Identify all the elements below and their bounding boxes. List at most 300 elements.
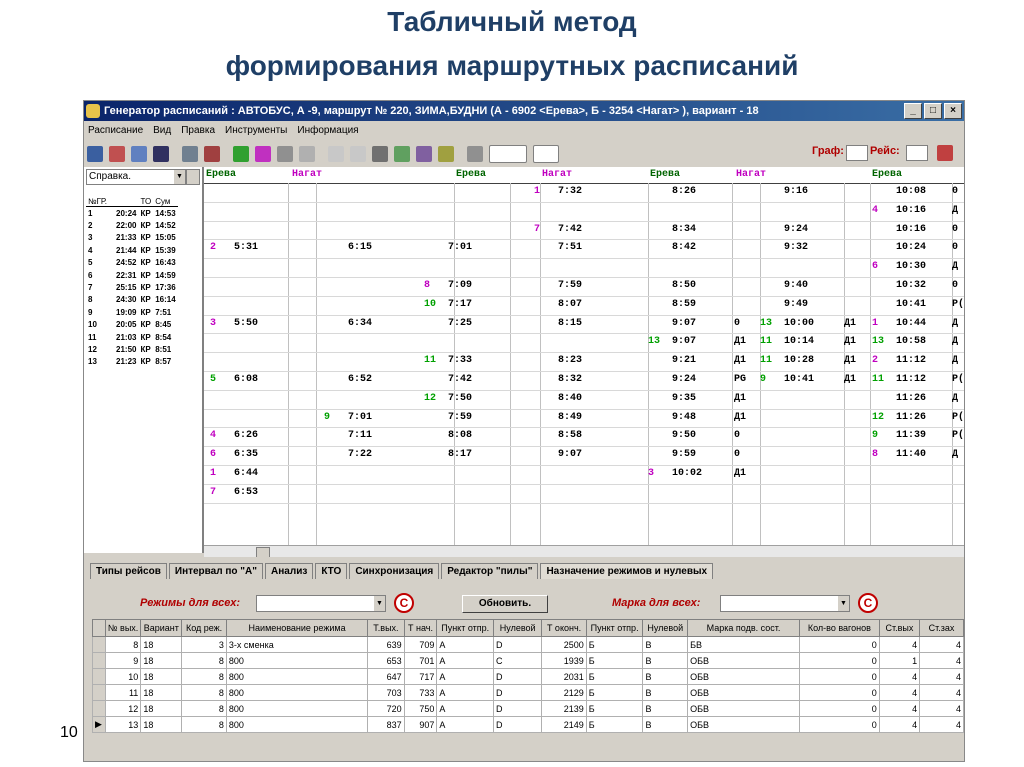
save-icon[interactable] (153, 146, 169, 162)
departure-time: 10:41 (784, 374, 815, 385)
schedule-cell[interactable] (648, 277, 696, 295)
schedule-cell[interactable]: 0 (952, 280, 959, 291)
grid-cell[interactable]: В (643, 717, 688, 733)
grid-header[interactable]: Т нач. (404, 620, 437, 637)
schedule-cell[interactable] (210, 371, 258, 389)
schedule-cell[interactable]: Д (952, 317, 959, 329)
schedule-cell[interactable] (210, 446, 258, 464)
grid-cell[interactable]: 0 (799, 669, 879, 685)
grid-cell[interactable]: 4 (920, 717, 964, 733)
grid-cell[interactable]: 750 (404, 701, 437, 717)
summary-row[interactable] (86, 207, 178, 220)
summary-cell: 21:50 (116, 344, 137, 354)
row-indicator[interactable]: ▶ (93, 717, 106, 733)
grid-cell[interactable]: 4 (920, 701, 964, 717)
menu-item-raspisanie[interactable]: Расписание (88, 125, 144, 136)
grid-cell[interactable]: 701 (404, 653, 437, 669)
schedule-cell[interactable] (760, 371, 814, 389)
grid-header[interactable]: Пункт отпр. (437, 620, 494, 637)
grid-cell[interactable]: D (494, 701, 542, 717)
schedule-cell[interactable] (534, 239, 582, 257)
schedule-cell[interactable] (872, 296, 926, 314)
grid-cell[interactable]: 703 (368, 685, 404, 701)
schedule-cell[interactable]: Д1 (734, 336, 747, 348)
grid-header[interactable]: Нулевой (494, 620, 542, 637)
schedule-cell[interactable] (760, 333, 814, 351)
grid-cell[interactable]: 8 (182, 685, 227, 701)
schedule-cell[interactable] (210, 465, 258, 483)
grid-cell[interactable]: А (437, 717, 494, 733)
grid-cell[interactable]: А (437, 685, 494, 701)
table-row[interactable] (93, 653, 964, 669)
schedule-cell[interactable]: Р( (952, 374, 964, 385)
schedule-cell[interactable] (872, 390, 926, 408)
table-row[interactable] (93, 669, 964, 685)
grid-cell[interactable]: 0 (799, 685, 879, 701)
grid-cell[interactable]: D (494, 637, 542, 653)
schedule-cell[interactable] (872, 277, 926, 295)
summary-row[interactable] (86, 343, 178, 355)
schedule-cell[interactable] (648, 296, 696, 314)
schedule-cell[interactable]: Д1 (844, 355, 857, 367)
schedule-cell[interactable]: Р( (952, 298, 964, 310)
schedule-cell[interactable] (872, 352, 926, 370)
grid-cell[interactable]: ОБВ (688, 685, 800, 701)
clipboard-icon[interactable] (350, 146, 366, 162)
grid-cell[interactable]: 4 (879, 701, 919, 717)
grid-header[interactable]: Пункт отпр. (586, 620, 643, 637)
schedule-cell[interactable] (872, 221, 926, 239)
schedule-cell[interactable] (648, 352, 696, 370)
apply-modes-icon[interactable]: C (394, 593, 414, 613)
grid-cell[interactable]: ОБВ (688, 653, 800, 669)
grid-cell[interactable]: 0 (799, 637, 879, 653)
trip-number: 10 (424, 298, 437, 310)
schedule-cell[interactable]: Д1 (734, 468, 747, 479)
grid-header[interactable]: Ст.зах (920, 620, 964, 637)
grid-cell[interactable]: В (643, 653, 688, 669)
stop-header[interactable]: Ерева (648, 167, 734, 184)
tab-1[interactable]: Интервал по "А" (169, 563, 263, 579)
close-button[interactable]: × (944, 103, 962, 119)
schedule-cell[interactable] (534, 446, 582, 464)
copy-icon[interactable] (299, 146, 315, 162)
grid-cell[interactable]: 18 (141, 685, 182, 701)
grid-cell[interactable]: 647 (368, 669, 404, 685)
schedule-cell[interactable] (648, 371, 696, 389)
grid-cell[interactable]: 800 (226, 701, 367, 717)
grid-cell[interactable]: С (494, 653, 542, 669)
grid-cell[interactable]: 653 (368, 653, 404, 669)
schedule-cell[interactable] (872, 427, 926, 445)
schedule-cell[interactable]: Д (952, 449, 959, 461)
schedule-cell[interactable] (324, 371, 372, 389)
departure-time: 9:16 (784, 186, 809, 197)
schedule-cell[interactable] (872, 446, 926, 464)
grid-cell[interactable]: 13 (105, 717, 140, 733)
go-icon[interactable] (937, 145, 953, 161)
grid-header[interactable]: № вых. (105, 620, 140, 637)
schedule-cell[interactable]: Р( (952, 411, 964, 423)
grid-cell[interactable]: В (643, 669, 688, 685)
schedule-cell[interactable] (424, 239, 472, 257)
summary-row[interactable] (86, 331, 178, 343)
field-2[interactable] (533, 145, 559, 163)
calendar-icon[interactable] (87, 146, 103, 162)
schedule-cell[interactable] (324, 315, 372, 333)
cut-icon[interactable] (372, 146, 388, 162)
grid-cell[interactable]: А (437, 701, 494, 717)
schedule-cell[interactable] (760, 352, 814, 370)
grid-cell[interactable]: 3 (182, 637, 227, 653)
summary-row[interactable] (86, 281, 178, 293)
schedule-cell[interactable]: PG (734, 374, 747, 385)
schedule-cell[interactable]: Д (952, 355, 959, 367)
summary-row[interactable] (86, 257, 178, 269)
departure-time: 7:59 (558, 280, 583, 291)
stop-header[interactable]: Ерева (204, 167, 290, 184)
schedule-cell[interactable] (760, 296, 808, 314)
schedule-cell[interactable] (648, 465, 702, 483)
schedule-cell[interactable] (534, 315, 582, 333)
print-icon[interactable] (182, 146, 198, 162)
chevron-down-icon[interactable]: ▼ (174, 170, 185, 184)
schedule-cell[interactable] (324, 427, 372, 445)
grid-cell[interactable]: В (643, 701, 688, 717)
summary-cell: КР (140, 245, 151, 255)
schedule-cell[interactable]: Д1 (844, 336, 857, 348)
grid-cell[interactable]: 800 (226, 669, 367, 685)
table-row[interactable] (93, 637, 964, 653)
arrow-right-icon[interactable] (467, 146, 483, 162)
table-icon[interactable] (109, 146, 125, 162)
departure-time: 10:41 (896, 298, 927, 310)
grid-cell[interactable]: Б (586, 701, 643, 717)
menu-item-instrumenty[interactable]: Инструменты (225, 125, 288, 136)
schedule-cell[interactable]: 0 (952, 186, 959, 197)
row-indicator[interactable] (93, 685, 106, 701)
schedule-cell[interactable] (872, 239, 926, 257)
schedule-cell[interactable]: Д1 (734, 411, 747, 423)
grid-cell[interactable]: 3-х сменка (226, 637, 367, 653)
schedule-cell[interactable] (534, 296, 582, 314)
schedule-cell[interactable]: 0 (734, 317, 741, 329)
schedule-cell[interactable] (534, 371, 582, 389)
grid-header[interactable]: Кол-во вагонов (799, 620, 879, 637)
grid-cell[interactable]: 11 (105, 685, 140, 701)
schedule-cell[interactable]: Д (952, 204, 959, 216)
menu-item-vid[interactable]: Вид (153, 125, 172, 136)
filter-icon[interactable] (394, 146, 410, 162)
grid-header[interactable]: Нулевой (643, 620, 688, 637)
departure-time: 10:00 (784, 317, 815, 329)
grid-cell[interactable]: 0 (799, 717, 879, 733)
schedule-cell[interactable] (424, 446, 472, 464)
grid-green-icon[interactable] (233, 146, 249, 162)
schedule-cell[interactable] (534, 183, 582, 201)
schedule-cell[interactable] (872, 258, 926, 276)
schedule-cell[interactable] (424, 427, 472, 445)
reference-combo[interactable] (86, 169, 186, 185)
schedule-cell[interactable] (534, 409, 582, 427)
schedule-cell[interactable] (760, 239, 808, 257)
menu-item-pravka[interactable]: Правка (181, 125, 216, 136)
sort-icon[interactable] (204, 146, 220, 162)
grid-cell[interactable]: 8 (182, 669, 227, 685)
row-indicator[interactable] (93, 701, 106, 717)
schedule-cell[interactable] (872, 409, 926, 427)
schedule-cell[interactable]: Д1 (734, 355, 747, 367)
grid-cell[interactable]: 8 (182, 653, 227, 669)
tab-5[interactable]: Редактор "пилы" (441, 563, 538, 579)
schedule-cell[interactable] (648, 239, 696, 257)
schedule-cell[interactable]: 0 (952, 223, 959, 235)
grid-cell[interactable]: Б (586, 685, 643, 701)
grid-header[interactable]: Ст.вых (879, 620, 919, 637)
tab-6[interactable]: Назначение режимов и нулевых (540, 563, 713, 579)
schedule-cell[interactable] (210, 315, 258, 333)
schedule-cell[interactable] (210, 239, 258, 257)
grid-cell[interactable]: 4 (920, 637, 964, 653)
grid-cell[interactable]: 733 (404, 685, 437, 701)
schedule-cell[interactable] (872, 333, 926, 351)
grid-cell[interactable]: 800 (226, 717, 367, 733)
grid-cell[interactable]: 2149 (542, 717, 587, 733)
departure-time: 6:34 (348, 317, 373, 329)
chevron-down-icon[interactable]: ▼ (374, 596, 385, 611)
schedule-cell[interactable] (872, 315, 926, 333)
schedule-cell[interactable]: Д1 (734, 392, 747, 404)
grid-header[interactable]: Т.вых. (368, 620, 404, 637)
grid-cell[interactable]: D (494, 717, 542, 733)
schedule-cell[interactable] (760, 277, 808, 295)
grid-header[interactable]: Наименование режима (226, 620, 367, 637)
schedule-cell[interactable] (424, 409, 472, 427)
grid-cell[interactable]: 2129 (542, 685, 587, 701)
schedule-cell[interactable] (760, 221, 808, 239)
grid-cell[interactable]: 8 (182, 701, 227, 717)
field-1[interactable] (489, 145, 527, 163)
grid-cell[interactable]: 0 (799, 653, 879, 669)
menu-item-informaciya[interactable]: Информация (297, 125, 359, 136)
grid-cell[interactable]: 4 (879, 637, 919, 653)
schedule-cell[interactable] (648, 333, 696, 351)
summary-row[interactable] (86, 294, 178, 306)
stop-header[interactable]: Нагат (734, 167, 870, 184)
schedule-cell[interactable] (424, 277, 472, 295)
schedule-cell[interactable]: Д1 (844, 374, 857, 385)
schedule-cell[interactable] (648, 315, 696, 333)
summary-row[interactable] (86, 356, 178, 368)
grid-cell[interactable]: А (437, 637, 494, 653)
schedule-cell[interactable] (210, 484, 258, 502)
schedule-cell[interactable] (648, 183, 696, 201)
update-button[interactable]: Обновить. (462, 595, 548, 613)
schedule-cell[interactable]: Д (952, 392, 959, 404)
export-icon[interactable] (438, 146, 454, 162)
schedule-cell[interactable] (424, 390, 472, 408)
grid-header[interactable]: Марка подв. сост. (688, 620, 800, 637)
grid-pink-icon[interactable] (255, 146, 271, 162)
schedule-cell[interactable] (324, 239, 372, 257)
trip-number: 11 (760, 355, 773, 367)
summary-cell: 21:44 (116, 245, 137, 255)
schedule-cell[interactable] (872, 183, 926, 201)
table-row[interactable] (93, 701, 964, 717)
schedule-cell[interactable] (872, 202, 926, 220)
grid-cell[interactable]: 18 (141, 669, 182, 685)
schedule-cell[interactable] (648, 427, 696, 445)
grid-cell[interactable]: Б (586, 669, 643, 685)
graf-input[interactable] (846, 145, 868, 161)
schedule-cell[interactable]: Д (952, 336, 959, 348)
schedule-cell[interactable] (648, 446, 696, 464)
grid-cell[interactable]: Б (586, 717, 643, 733)
tab-0[interactable]: Типы рейсов (90, 563, 167, 579)
trip-number: 1 (872, 317, 879, 329)
table-row[interactable] (93, 717, 964, 733)
tree-icon[interactable] (277, 146, 293, 162)
grid-cell[interactable]: 9 (105, 653, 140, 669)
grid-cell[interactable]: 4 (920, 653, 964, 669)
schedule-cell[interactable] (534, 277, 582, 295)
grid-cell[interactable]: 18 (141, 653, 182, 669)
table-row[interactable] (93, 685, 964, 701)
grid-cell[interactable]: 4 (879, 669, 919, 685)
paste-icon[interactable] (328, 146, 344, 162)
chevron-down-icon[interactable]: ▼ (838, 596, 849, 611)
grid-cell[interactable]: 1939 (542, 653, 587, 669)
grid-cell[interactable]: 1 (879, 653, 919, 669)
grid-cell[interactable]: ОБВ (688, 701, 800, 717)
schedule-cell[interactable] (760, 183, 808, 201)
brand-select[interactable] (720, 595, 850, 612)
grid-header[interactable]: Код реж. (182, 620, 227, 637)
grid-cell[interactable]: 0 (799, 701, 879, 717)
schedule-cell[interactable]: Р( (952, 430, 964, 442)
grid-cell[interactable]: 717 (404, 669, 437, 685)
schedule-cell[interactable] (648, 409, 696, 427)
grid-cell[interactable]: 800 (226, 653, 367, 669)
stop-header[interactable]: Ерева (870, 167, 964, 184)
reis-input[interactable] (906, 145, 928, 161)
tab-4[interactable]: Синхронизация (349, 563, 439, 579)
grid-cell[interactable]: D (494, 685, 542, 701)
grid-cell[interactable]: 18 (141, 717, 182, 733)
schedule-cell[interactable] (324, 446, 372, 464)
find-icon[interactable] (416, 146, 432, 162)
grid-cell[interactable]: 720 (368, 701, 404, 717)
schedule-cell[interactable] (424, 352, 472, 370)
row-indicator[interactable] (93, 637, 106, 653)
summary-row[interactable] (86, 269, 178, 281)
summary-row[interactable] (86, 319, 178, 331)
grid-cell[interactable]: 12 (105, 701, 140, 717)
grid-cell[interactable]: 18 (141, 701, 182, 717)
tab-3[interactable]: КТО (315, 563, 347, 579)
summary-row[interactable] (86, 244, 178, 256)
chart-icon[interactable] (131, 146, 147, 162)
stop-header[interactable]: Нагат (540, 167, 648, 184)
summary-row[interactable] (86, 306, 178, 318)
grid-cell[interactable]: D (494, 669, 542, 685)
schedule-cell[interactable] (210, 427, 258, 445)
grid-cell[interactable]: ОБВ (688, 669, 800, 685)
schedule-cell[interactable] (324, 409, 372, 427)
summary-row[interactable] (86, 232, 178, 244)
grid-cell[interactable]: 800 (226, 685, 367, 701)
grid-cell[interactable]: 4 (879, 717, 919, 733)
schedule-cell[interactable] (760, 315, 814, 333)
stop-header[interactable]: Нагат (290, 167, 454, 184)
schedule-cell[interactable] (534, 352, 582, 370)
schedule-cell[interactable] (872, 371, 926, 389)
grid-header[interactable]: Т оконч. (542, 620, 587, 637)
schedule-cell[interactable] (534, 390, 582, 408)
apply-brand-icon[interactable]: C (858, 593, 878, 613)
grid-cell[interactable]: А (437, 669, 494, 685)
schedule-cell[interactable]: Д1 (844, 317, 857, 329)
schedule-cell[interactable]: 0 (734, 449, 741, 461)
grid-cell[interactable]: 18 (141, 637, 182, 653)
schedule-cell[interactable] (534, 221, 582, 239)
grid-cell[interactable]: Б (586, 637, 643, 653)
schedule-cell[interactable] (424, 315, 472, 333)
grid-cell[interactable]: 837 (368, 717, 404, 733)
modes-select[interactable] (256, 595, 386, 612)
minimize-button[interactable]: _ (904, 103, 922, 119)
schedule-cell[interactable] (534, 427, 582, 445)
grid-cell[interactable]: 10 (105, 669, 140, 685)
grid-cell[interactable]: Б (586, 653, 643, 669)
row-indicator[interactable] (93, 669, 106, 685)
grid-cell[interactable]: 639 (368, 637, 404, 653)
grid-cell[interactable]: 8 (182, 717, 227, 733)
schedule-cell[interactable]: 0 (734, 430, 741, 442)
grid-cell[interactable]: 4 (920, 669, 964, 685)
calculator-icon[interactable] (186, 169, 200, 185)
schedule-cell[interactable]: Д (952, 261, 959, 273)
grid-cell[interactable]: 2031 (542, 669, 587, 685)
grid-header[interactable]: Вариант (141, 620, 182, 637)
departure-time: 6:26 (234, 430, 259, 442)
stop-header[interactable]: Ерева (454, 167, 540, 184)
grid-cell[interactable]: 709 (404, 637, 437, 653)
departure-time: 9:48 (672, 411, 697, 423)
grid-cell[interactable]: 4 (879, 685, 919, 701)
grid-cell[interactable]: 8 (105, 637, 140, 653)
grid-cell[interactable]: 2500 (542, 637, 587, 653)
row-indicator[interactable] (93, 653, 106, 669)
grid-cell[interactable]: А (437, 653, 494, 669)
tab-2[interactable]: Анализ (265, 563, 313, 579)
grid-cell[interactable]: БВ (688, 637, 800, 653)
schedule-cell[interactable] (648, 221, 696, 239)
summary-cell: 2 (88, 221, 93, 231)
grid-cell[interactable]: В (643, 637, 688, 653)
schedule-cell[interactable] (424, 296, 472, 314)
grid-cell[interactable]: В (643, 685, 688, 701)
schedule-cell[interactable]: 0 (952, 242, 959, 254)
grid-cell[interactable]: 907 (404, 717, 437, 733)
grid-cell[interactable]: 4 (920, 685, 964, 701)
schedule-cell[interactable] (424, 371, 472, 389)
maximize-button[interactable]: □ (924, 103, 942, 119)
grid-cell[interactable]: 2139 (542, 701, 587, 717)
summary-row[interactable] (86, 219, 178, 231)
schedule-cell[interactable] (648, 390, 696, 408)
grid-cell[interactable]: ОБВ (688, 717, 800, 733)
